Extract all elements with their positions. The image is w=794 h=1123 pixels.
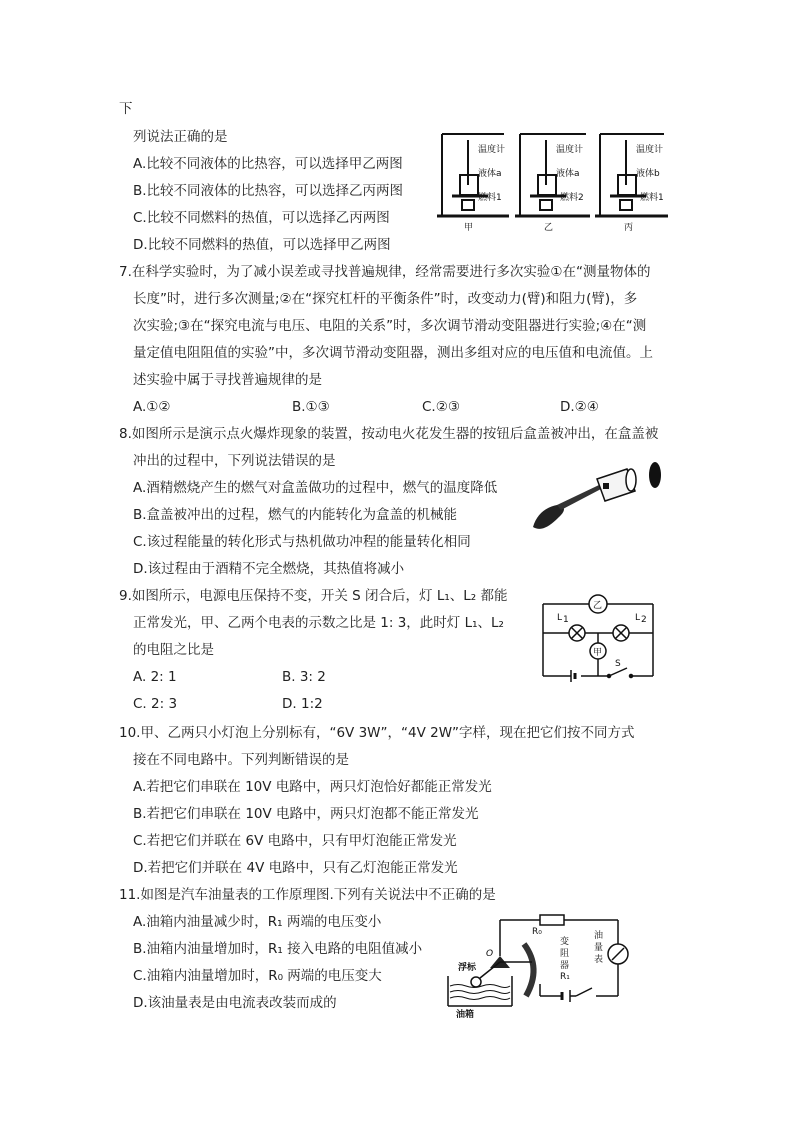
q7-line-5: 述实验中属于寻找普遍规律的是	[133, 372, 322, 388]
label-l2: L	[635, 613, 641, 623]
q7-option-c: C.②③	[422, 399, 460, 415]
q8-line-2: 冲出的过程中，下列说法错误的是	[133, 453, 336, 469]
q11-option-c: C.油箱内油量增加时，R₀ 两端的电压变大	[133, 968, 382, 984]
battery	[562, 990, 570, 1002]
alcohol-box	[597, 469, 636, 501]
q11-option-d: D.该油量表是由电流表改装而成的	[133, 995, 337, 1011]
q7-line-2: 长度”时，进行多次测量;②在“探究杠杆的平衡条件”时，改变动力(臂)和阻力(臂)，多	[133, 291, 638, 307]
lamp-l2	[613, 625, 629, 641]
q11-stem: 11.如图是汽车油量表的工作原理图.下列有关说法中不正确的是	[119, 887, 496, 903]
label-tank: 油箱	[456, 1010, 475, 1018]
label-l1: L	[557, 613, 563, 623]
label-fuel-1: 燃料1	[478, 193, 502, 203]
resistor-r0	[540, 915, 564, 925]
label-fuel-2: 燃料2	[560, 193, 584, 203]
q7-option-a: A.①②	[133, 399, 171, 415]
q7-option-d: D.②④	[560, 399, 599, 415]
caption-bing: 丙	[624, 223, 634, 233]
label-pivot: O	[486, 949, 494, 959]
q10-line-2: 接在不同电路中。下列判断错误的是	[133, 752, 349, 768]
switch-s	[608, 668, 633, 678]
q9-line-1: 9.如图所示，电源电压保持不变，开关 S 闭合后，灯 L₁、L₂ 都能	[119, 588, 508, 604]
label-thermometer-2: 温度计	[556, 145, 584, 155]
label-thermometer-1: 温度计	[478, 145, 506, 155]
label-rheostat-2: 阻	[560, 949, 570, 959]
label-liquid-a-2: 液体a	[556, 169, 580, 179]
svg-text:乙: 乙	[593, 601, 603, 611]
q8-option-a: A.酒精燃烧产生的燃气对盒盖做功的过程中，燃气的温度降低	[133, 480, 498, 496]
q9-option-c: C. 2: 3	[133, 696, 178, 712]
q9-line-3: 的电阻之比是	[133, 642, 214, 658]
meter-yi	[589, 595, 607, 613]
q11-option-a: A.油箱内油量减少时，R₁ 两端的电压变小	[133, 914, 382, 930]
caption-jia: 甲	[464, 223, 474, 233]
q6-option-a: A.比较不同液体的比热容，可以选择甲乙两图	[133, 156, 403, 172]
q8-option-c: C.该过程能量的转化形式与热机做功冲程的能量转化相同	[133, 534, 471, 550]
q10-option-b: B.若把它们串联在 10V 电路中，两只灯泡都不能正常发光	[133, 806, 479, 822]
battery	[571, 670, 575, 682]
float-lever	[471, 956, 532, 987]
label-liquid-b: 液体b	[636, 169, 660, 179]
q8-line-1: 8.如图所示是演示点火爆炸现象的装置，按动电火花发生器的按钮后盒盖被冲出，在盒盖被	[119, 426, 659, 442]
q9-option-d: D. 1:2	[282, 696, 323, 712]
switch	[576, 988, 592, 996]
label-meter-3: 表	[594, 955, 604, 965]
page-fragment: 下	[119, 101, 133, 117]
caption-yi: 乙	[544, 223, 554, 233]
q7-option-b: B.①③	[292, 399, 330, 415]
label-l2-sub: 2	[641, 615, 647, 625]
q11-option-b: B.油箱内油量增加时，R₁ 接入电路的电阻值减小	[133, 941, 423, 957]
q6-stem: 列说法正确的是	[133, 129, 228, 145]
label-fuel-1-b: 燃料1	[640, 193, 664, 203]
label-switch: S	[615, 659, 621, 669]
label-r0: R₀	[532, 927, 542, 937]
q8-option-b: B.盒盖被冲出的过程，燃气的内能转化为盒盖的机械能	[133, 507, 458, 523]
q10-option-d: D.若把它们并联在 4V 电路中，只有乙灯泡能正常发光	[133, 860, 458, 876]
spark-generator	[533, 485, 601, 529]
label-liquid-a-1: 液体a	[478, 169, 502, 179]
box-lid	[649, 462, 661, 488]
q6-option-c: C.比较不同燃料的热值，可以选择乙丙两图	[133, 210, 390, 226]
label-thermometer-3: 温度计	[636, 145, 664, 155]
q10-option-a: A.若把它们串联在 10V 电路中，两只灯泡恰好都能正常发光	[133, 779, 492, 795]
fuel-meter	[608, 944, 628, 964]
label-meter-1: 油	[594, 931, 604, 941]
q9-option-b: B. 3: 2	[282, 669, 326, 685]
label-meter-2: 量	[594, 943, 604, 953]
q7-line-4: 量定值电阻阻值的实验”中，多次调节滑动变阻器，测出多组对应的电压值和电流值。上	[133, 345, 653, 361]
label-float: 浮标	[458, 963, 477, 973]
lamp-l1	[569, 625, 585, 641]
label-r1: R₁	[560, 972, 570, 982]
label-l1-sub: 1	[563, 615, 569, 625]
q7-line-1: 7.在科学实验时，为了减小误差或寻找普遍规律，经常需要进行多次实验①在“测量物体的	[119, 264, 651, 280]
rheostat-r1	[524, 944, 534, 996]
label-rheostat-3: 器	[560, 961, 570, 971]
svg-text:甲: 甲	[593, 648, 603, 658]
q10-option-c: C.若把它们并联在 6V 电路中，只有甲灯泡能正常发光	[133, 833, 457, 849]
q8-option-d: D.该过程由于酒精不完全燃烧，其热值将减小	[133, 561, 405, 577]
label-rheostat-1: 变	[560, 937, 570, 947]
q8-figure	[527, 455, 669, 537]
q9-option-a: A. 2: 1	[133, 669, 177, 685]
q7-line-3: 次实验;③在“探究电流与电压、电阻的关系”时，多次调节滑动变阻器进行实验;④在“测	[133, 318, 647, 334]
q6-figure	[434, 130, 670, 235]
q10-line-1: 10.甲、乙两只小灯泡上分别标有，“6V 3W”，“4V 2W”字样，现在把它们按不同方式	[119, 725, 635, 741]
q6-option-d: D.比较不同燃料的热值，可以选择甲乙两图	[133, 237, 391, 253]
q11-figure	[440, 906, 640, 1018]
q9-figure	[535, 588, 661, 688]
q6-option-b: B.比较不同液体的比热容，可以选择乙丙两图	[133, 183, 404, 199]
meter-jia	[590, 643, 606, 659]
q9-line-2: 正常发光，甲、乙两个电表的示数之比是 1: 3，此时灯 L₁、L₂	[133, 615, 504, 631]
